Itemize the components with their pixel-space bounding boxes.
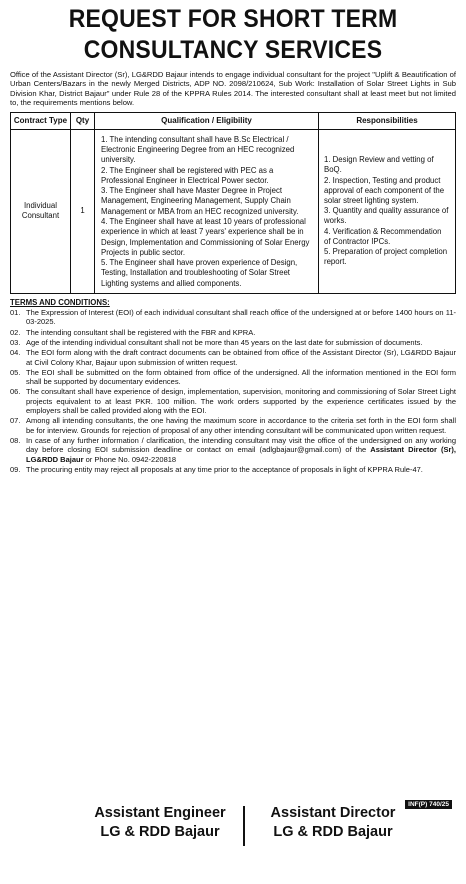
requirements-table: [10, 112, 456, 294]
table-header-row: [11, 112, 456, 129]
qualification-item: 3. The Engineer shall have Master Degree in Project Management, Engineering Management, Supply Chain Management or MBA from an HEC recognized university.: [101, 186, 299, 216]
term-item: [10, 328, 456, 337]
qualification-item: 5. The Engineer shall have proven experience of Design, Testing, Installation and troubleshooting of Solar Street Lighting systems and allied components.: [101, 258, 298, 288]
qualification-cell: [95, 129, 319, 293]
term-number: 09.: [10, 464, 21, 474]
term-text: The consultant shall have experience of design, implementation, supervision, monitoring and commissioning of Solar Street Light projects equivalent to at least PKR. 100 million. The work orders supported by the experience certificates issued by the employers shall be called provided along with the EOI.: [26, 387, 456, 416]
signatory-title: Assistant Engineer: [94, 805, 226, 821]
term-item: [10, 308, 456, 327]
header-contract-type: Contract Type: [11, 112, 71, 129]
intro-paragraph: Office of the Assistant Director (Sr), LG&RDD Bajaur intends to engage individual consultant for the project "Uplift & Beautification of Urban Centers/Bazars in the newly Merged Districts, ADP NO. 2098/210624, Sub Work: Installation of Solar Street Lights in Sub Division Khar, District Bajaur" under Rule 28 of the KPPRA Rules 2014. The interested consultant shall at least meet but not limited to, the requirements mentions below.: [10, 70, 456, 108]
term-item: [10, 465, 456, 474]
terms-list: [10, 308, 456, 474]
term-text: The EOI form along with the draft contract documents can be obtained from office of the Assistant Director (Sr), LG&RDD Bajaur at Civil Colony Khar, Bajaur upon submission of written request.: [26, 348, 456, 367]
term-number: 01.: [10, 308, 21, 318]
page-title: [28, 4, 438, 66]
responsibility-item: 2. Inspection, Testing and product approval of each component of the solar street lighting system.: [324, 175, 445, 206]
term-item: [10, 348, 456, 367]
term-number: 06.: [10, 387, 21, 397]
responsibility-item: 1. Design Review and vetting of BoQ.: [324, 155, 434, 175]
term-text: [26, 436, 456, 464]
responsibility-item: 5. Preparation of project completion report.: [324, 247, 448, 267]
title-line-2: CONSULTANCY SERVICES: [83, 36, 383, 64]
qualification-item: 4. The Engineer shall have at least 10 years of professional experience in which at least 7 years' experience shall be in Design, Implementation and Commissioning of Solar Energy Projects in public sector.: [101, 217, 310, 257]
term-number: 07.: [10, 416, 21, 426]
term-item: [10, 338, 456, 347]
responsibilities-cell: [319, 129, 456, 293]
term-text-part: or Phone No. 0942-220818: [83, 454, 177, 464]
qualification-item: 1. The intending consultant shall have B.Sc Electrical / Electronic Engineering Degree from an HEC recognized university.: [101, 134, 295, 165]
contract-type-cell: Individual Consultant: [11, 129, 71, 293]
responsibility-item: 4. Verification & Recommendation of Contractor IPCs.: [324, 226, 442, 246]
signature-footer: [10, 802, 456, 880]
term-item: [10, 368, 456, 387]
term-number: 04.: [10, 348, 21, 358]
signature-assistant-engineer: [80, 804, 240, 842]
term-number: 02.: [10, 327, 21, 337]
term-text: The procuring entity may reject all proposals at any time prior to the acceptance of proposals in light of KPPRA Rule-47.: [26, 464, 423, 474]
responsibility-item: 3. Quantity and quality assurance of works.: [324, 206, 449, 226]
term-number: 05.: [10, 367, 21, 377]
qualification-item: 2. The Engineer shall be registered with PEC as a Professional Engineer in Electrical Power sector.: [101, 165, 274, 185]
header-responsibilities: Responsibilities: [319, 112, 456, 129]
signatory-office: LG & RDD Bajaur: [273, 824, 393, 840]
table-row: [11, 129, 456, 293]
term-number: 08.: [10, 435, 21, 445]
term-item: [10, 436, 456, 464]
term-text: The Expression of Interest (EOI) of each individual consultant shall reach office of the undersigned at or before 1400 hours on 11-03-2025.: [26, 308, 456, 327]
term-text: The EOI shall be submitted on the form obtained from office of the undersigned. All the information mentioned in the EOI form shall be supported by documentary evidences.: [26, 367, 456, 387]
header-qty: Qty: [71, 112, 95, 129]
signatory-office: LG & RDD Bajaur: [100, 824, 220, 840]
term-text: Among all intending consultants, the one having the maximum score in accordance to the criteria set forth in the EOI form shall be for interview. Grounds for rejection of proposal of any other intending consultant will be communicated upon written request.: [26, 416, 456, 435]
qty-cell: 1: [71, 129, 95, 293]
term-text: The intending consultant shall be registered with the FBR and KPRA.: [26, 327, 256, 337]
term-text: Age of the intending individual consultant shall not be more than 45 years on the last date for submission of documents.: [26, 337, 423, 347]
term-item: [10, 416, 456, 435]
term-number: 03.: [10, 337, 21, 347]
title-line-1: REQUEST FOR SHORT TERM: [68, 5, 398, 33]
signatory-title: Assistant Director: [270, 805, 396, 821]
signature-divider: [243, 806, 245, 846]
advertisement-page: [10, 4, 456, 880]
header-qualification: Qualification / Eligibility: [95, 112, 319, 129]
terms-heading: TERMS AND CONDITIONS:: [10, 298, 110, 308]
term-item: [10, 387, 456, 415]
reference-badge: INF(P) 740/25: [405, 800, 452, 809]
term-text-bold: Assistant Director (Sr), LG&RDD Bajaur: [26, 445, 456, 464]
term-text-part: In case of any further information / clarification, the intending consultant may visit the office of the undersigned on any working day before closing EOI submission deadline or contact on email (adlgbajaur@gmail.com) of the: [26, 435, 456, 455]
signature-assistant-director: [248, 804, 418, 842]
